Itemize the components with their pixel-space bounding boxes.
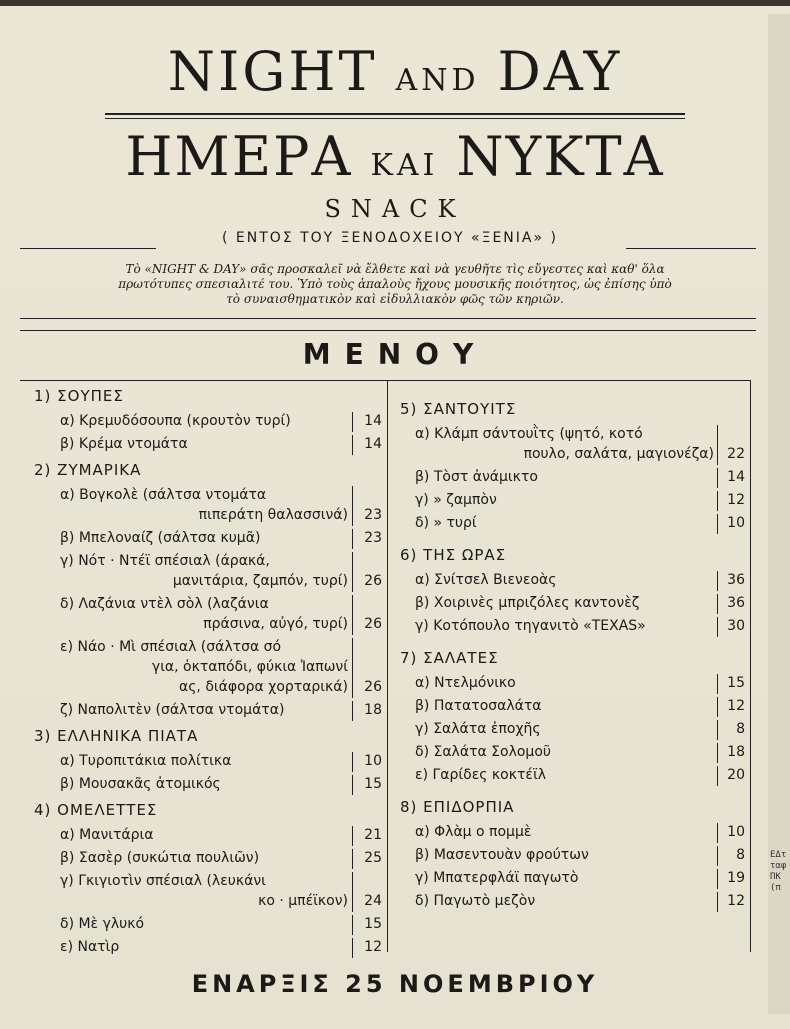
- price-divider: [717, 468, 718, 488]
- menu-item-text: ζ) Ναπολιτὲν (σάλτσα ντομάτα): [60, 702, 285, 718]
- menu-item-price: 24: [364, 893, 382, 909]
- title-imera: ΗΜΕΡΑ: [125, 125, 353, 188]
- menu-item-text: ε) Νάο · Μὶ σπέσιαλ (σάλτσα σό: [60, 639, 282, 655]
- menu-item-price: 18: [727, 744, 745, 760]
- menu-item-text: β) Χοιρινὲς μπριζόλες καντονὲζ: [415, 595, 640, 611]
- column-divider: [387, 380, 388, 952]
- menu-item-text: ε) Νατὶρ: [60, 939, 120, 955]
- menu-item-text: β) Πατατοσαλάτα: [415, 698, 542, 714]
- price-divider: [717, 617, 718, 637]
- menu-item-text: δ) Λαζάνια ντὲλ σὸλ (λαζάνια: [60, 596, 269, 612]
- location-rule-right: [626, 248, 756, 249]
- menu-item-text: α) Τυροπιτάκια πολίτικα: [60, 753, 232, 769]
- price-divider: [717, 720, 718, 740]
- menu-item-price: 10: [727, 824, 745, 840]
- menu-item-text: γ) Μπατερφλάϊ παγωτὸ: [415, 870, 579, 886]
- price-divider: [717, 743, 718, 763]
- menu-item-text: α) Μανιτάρια: [60, 827, 154, 843]
- section-title: 5) ΣΑΝΤΟΥΙΤΣ: [400, 400, 517, 418]
- title-night: NIGHT: [167, 40, 378, 103]
- menu-item-text: πουλο, σαλάτα, μαγιονέζα): [523, 446, 714, 462]
- price-divider: [352, 435, 353, 455]
- intro-line-1: Τὸ «NIGHT & DAY» σᾶς προσκαλεῖ νὰ ἔλθετε καὶ νὰ γευθῆτε τὶς εὔγεστες καὶ καθ' ὅλα: [125, 262, 665, 276]
- section-title: 3) ΕΛΛΗΝΙΚΑ ΠΙΑΤΑ: [34, 727, 199, 745]
- price-divider: [352, 529, 353, 549]
- menu-item-text: γ) Νότ · Ντέϊ σπέσιαλ (άρακά,: [60, 553, 270, 569]
- top-border: [0, 0, 790, 6]
- section-title: 8) ΕΠΙΔΟΡΠΙΑ: [400, 798, 515, 816]
- menu-item-text: ε) Γαρίδες κοκτέϊλ: [415, 767, 547, 783]
- price-divider: [352, 701, 353, 721]
- menu-item-price: 12: [364, 939, 382, 955]
- menu-item-text: γ) Γκιγιοτὶν σπέσιαλ (λευκάνι: [60, 873, 266, 889]
- menu-item-text: α) Φλὰμ ο πομμὲ: [415, 824, 532, 840]
- menu-item-text: μανιτάρια, ζαμπόν, τυρί): [172, 573, 348, 589]
- menu-item-text: β) Κρέμα ντομάτα: [60, 436, 188, 452]
- menu-item-price: 8: [736, 847, 745, 863]
- intro-line-3: τὸ συναισθηματικὸν καὶ εἰδυλλιακὸν φῶς τῶν κηριῶν.: [226, 292, 564, 306]
- menu-item-price: 8: [736, 721, 745, 737]
- menu-item-price: 10: [727, 515, 745, 531]
- right-border: [750, 380, 751, 952]
- price-divider: [352, 938, 353, 958]
- location-label: ( ΕΝΤΟΣ ΤΟΥ ΞΕΝΟΔΟΧΕΙΟΥ «ΞΕΝΙΑ» ): [222, 230, 558, 246]
- menu-item-text: α) Κλάμπ σάντουῒτς (ψητό, κοτό: [415, 426, 643, 442]
- price-divider: [717, 766, 718, 786]
- menu-item-price: 26: [364, 573, 382, 589]
- intro-text: [40, 262, 750, 307]
- price-divider: [352, 552, 353, 592]
- menu-item-price: 14: [364, 436, 382, 452]
- location-rule-left: [20, 248, 156, 249]
- price-divider: [717, 823, 718, 843]
- title-greek: [0, 125, 790, 188]
- menu-item-text: γ) » ζαμπὸν: [415, 492, 497, 508]
- title-nykta: ΝΥΚΤΑ: [456, 125, 665, 188]
- price-divider: [352, 412, 353, 432]
- section-title: 6) ΤΗΣ ΩΡΑΣ: [400, 546, 507, 564]
- title-english: [0, 40, 790, 103]
- intro-divider-2: [20, 330, 756, 331]
- section-title: 7) ΣΑΛΑΤΕΣ: [400, 649, 499, 667]
- menu-item-text: πιπεράτη θαλασσινά): [198, 507, 348, 523]
- menu-item-price: 12: [727, 492, 745, 508]
- price-divider: [352, 595, 353, 635]
- menu-item-text: α) Κρεμυδόσουπα (κρουτὸν τυρί): [60, 413, 291, 429]
- menu-item-text: ας, διάφορα χορταρικά): [178, 679, 348, 695]
- price-divider: [717, 594, 718, 614]
- price-divider: [352, 638, 353, 698]
- menu-item-price: 12: [727, 893, 745, 909]
- menu-item-text: δ) Σαλάτα Σολομοῦ: [415, 744, 552, 760]
- menu-item-price: 14: [727, 469, 745, 485]
- title-rule-bottom: [105, 118, 685, 119]
- menu-item-price: 14: [364, 413, 382, 429]
- menu-item-price: 30: [727, 618, 745, 634]
- menu-item-text: για, ὀκταπόδι, φύκια Ἰαπωνί: [151, 659, 348, 675]
- menu-item-price: 12: [727, 698, 745, 714]
- title-day: DAY: [497, 40, 623, 103]
- menu-item-price: 26: [364, 616, 382, 632]
- price-divider: [717, 425, 718, 465]
- menu-title: ΜΕΝΟΥ: [302, 338, 488, 371]
- price-divider: [352, 752, 353, 772]
- menu-item-price: 26: [364, 679, 382, 695]
- menu-item-price: 15: [364, 916, 382, 932]
- menu-item-price: 23: [364, 507, 382, 523]
- menu-item-price: 10: [364, 753, 382, 769]
- intro-line-2: πρωτότυπες σπεσιαλιτέ του. Ὑπὸ τοὺς ἁπαλοὺς ἤχους μουσικῆς ποιότητος, ὡς ἐπίσης ὑπὸ: [118, 277, 672, 291]
- menu-item-text: κο · μπέϊκον): [258, 893, 348, 909]
- menu-item-text: α) Βογκολὲ (σάλτσα ντομάτα: [60, 487, 267, 503]
- price-divider: [352, 915, 353, 935]
- menu-item-text: γ) Κοτόπουλο τηγανιτὸ «TEXAS»: [415, 618, 646, 634]
- price-divider: [717, 869, 718, 889]
- price-divider: [717, 697, 718, 717]
- price-divider: [352, 849, 353, 869]
- menu-item-price: 15: [364, 776, 382, 792]
- menu-item-price: 22: [727, 446, 745, 462]
- menu-item-text: β) Σασὲρ (συκώτια πουλιῶν): [60, 850, 260, 866]
- price-divider: [717, 491, 718, 511]
- price-divider: [717, 571, 718, 591]
- menu-item-price: 23: [364, 530, 382, 546]
- title-and: AND: [395, 63, 480, 98]
- intro-divider: [20, 318, 756, 319]
- price-divider: [717, 674, 718, 694]
- menu-item-price: 36: [727, 595, 745, 611]
- adjacent-column-text: ΕΔτταφΠΚ(π: [770, 850, 787, 893]
- price-divider: [717, 892, 718, 912]
- opening-date: ΕΝΑΡΞΙΣ 25 ΝΟΕΜΒΡΙΟΥ: [191, 970, 599, 998]
- price-divider: [717, 514, 718, 534]
- snack-label: SNACK: [324, 195, 466, 223]
- menu-item-price: 20: [727, 767, 745, 783]
- price-divider: [352, 826, 353, 846]
- menu-item-text: πράσινα, αὐγό, τυρί): [203, 616, 348, 632]
- menu-item-price: 36: [727, 572, 745, 588]
- menu-item-text: β) Μουσακᾶς ἀτομικός: [60, 776, 221, 792]
- price-divider: [352, 486, 353, 526]
- menu-item-price: 18: [364, 702, 382, 718]
- price-divider: [352, 872, 353, 912]
- menu-item-text: β) Μπελοναίζ (σάλτσα κυμᾶ): [60, 530, 261, 546]
- section-title: 2) ΖΥΜΑΡΙΚΑ: [34, 461, 142, 479]
- menu-item-text: γ) Σαλάτα ἐποχῆς: [415, 721, 541, 737]
- title-rule-top: [105, 113, 685, 115]
- menu-item-text: α) Σνίτσελ Βιενεοὰς: [415, 572, 557, 588]
- section-title: 4) ΟΜΕΛΕΤΤΕΣ: [34, 801, 158, 819]
- section-title: 1) ΣΟΥΠΕΣ: [34, 387, 124, 405]
- title-kai: ΚΑΙ: [370, 148, 439, 183]
- menu-item-text: β) Μασεντουὰν φρούτων: [415, 847, 589, 863]
- menu-item-price: 15: [727, 675, 745, 691]
- menu-item-text: α) Ντελμόνικο: [415, 675, 516, 691]
- menu-item-text: δ) Παγωτὸ μεζὸν: [415, 893, 536, 909]
- menu-item-text: β) Τὸστ ἀνάμικτο: [415, 469, 538, 485]
- menu-item-price: 19: [727, 870, 745, 886]
- menu-item-text: δ) » τυρί: [415, 515, 477, 531]
- menu-item-price: 21: [364, 827, 382, 843]
- menu-item-price: 25: [364, 850, 382, 866]
- menu-item-text: δ) Μὲ γλυκό: [60, 916, 145, 932]
- price-divider: [717, 846, 718, 866]
- price-divider: [352, 775, 353, 795]
